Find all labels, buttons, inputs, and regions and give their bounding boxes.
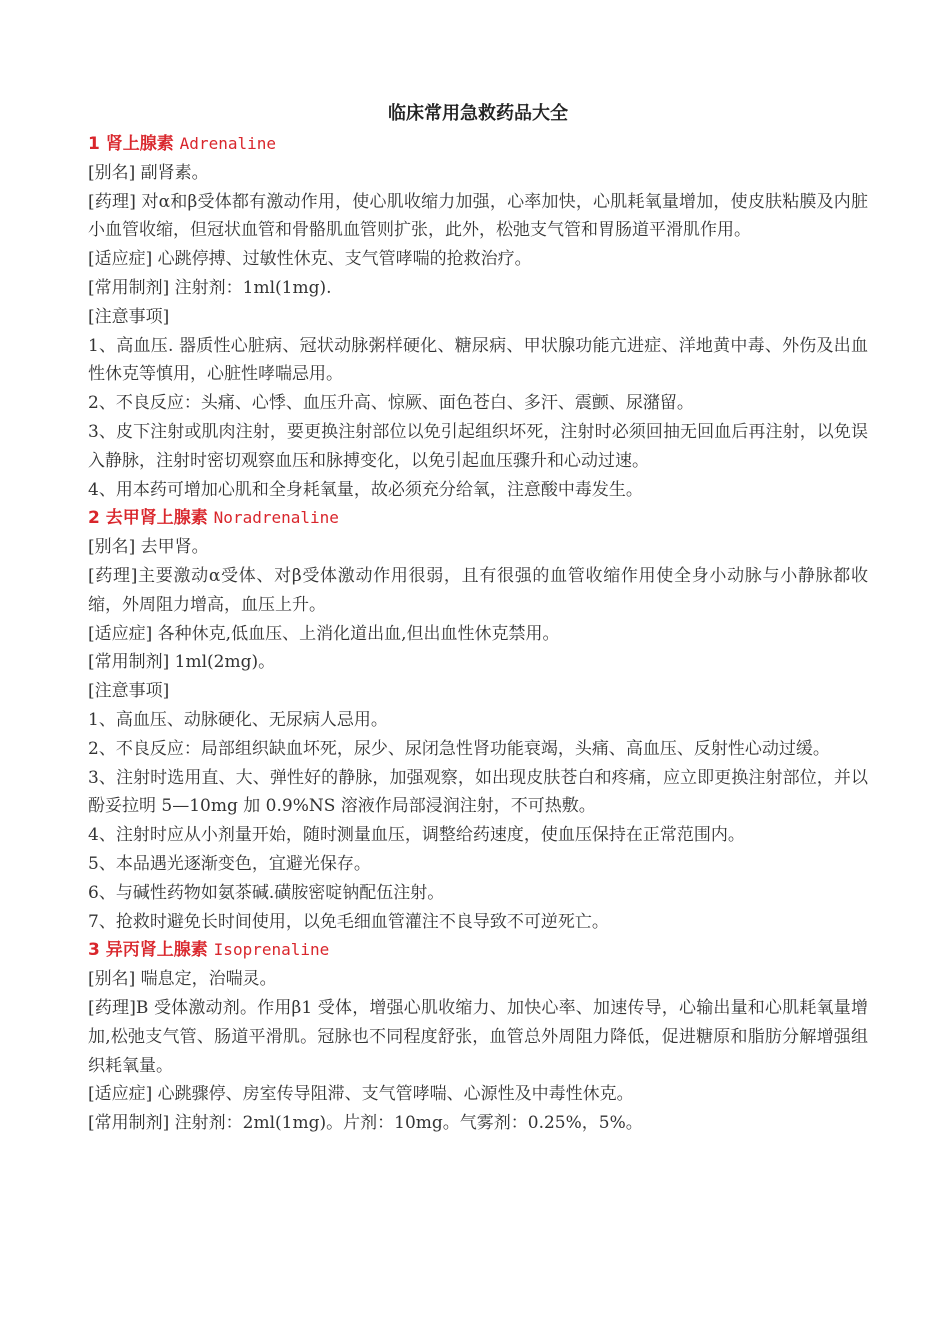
paragraph-pharmacology: [药理]B 受体激动剂。作用β1 受体，增强心肌收缩力、加快心率、加速传导，心输出量和心肌耗氧量增加,松弛支气管、肠道平滑肌。冠脉也不同程度舒张，血管总外周阻力降低，促进糖原和脂肪分解增强组织耗氧量。 bbox=[88, 997, 868, 1076]
drug-heading-en: Isoprenaline bbox=[213, 940, 330, 960]
paragraph-precaution-item: 1、高血压、动脉硬化、无尿病人忌用。 bbox=[88, 709, 388, 730]
drug-section-noradrenaline bbox=[88, 504, 868, 936]
drug-heading-en: Noradrenaline bbox=[213, 508, 339, 528]
paragraph-precautions-heading: [注意事项] bbox=[88, 306, 170, 327]
drug-heading-cn: 3 异丙肾上腺素 bbox=[88, 940, 208, 961]
paragraph-preparations: [常用制剂] 注射剂：2ml(1mg)。片剂：10mg。气雾剂：0.25%，5%。 bbox=[88, 1113, 643, 1134]
paragraph-precaution-item: 4、注射时应从小剂量开始，随时测量血压，调整给药速度，使血压保持在正常范围内。 bbox=[88, 825, 745, 846]
drug-heading bbox=[88, 130, 868, 159]
document-title: 临床常用急救药品大全 bbox=[388, 103, 568, 124]
drug-heading bbox=[88, 936, 868, 965]
drug-heading-cn: 1 肾上腺素 bbox=[88, 134, 174, 154]
paragraph-precaution-item: 1、高血压. 器质性心脏病、冠状动脉粥样硬化、糖尿病、甲状腺功能亢进症、洋地黄中毒、外伤及出血性休克等慎用，心脏性哮喘忌用。 bbox=[88, 335, 868, 385]
drug-heading bbox=[88, 504, 868, 533]
paragraph-indications: [适应症] 各种休克,低血压、上消化道出血,但出血性休克禁用。 bbox=[88, 623, 560, 644]
document-page bbox=[88, 98, 868, 1138]
paragraph-alias: [别名] 喘息定，治喘灵。 bbox=[88, 969, 277, 990]
paragraph-pharmacology: [药理]主要激动α受体、对β受体激动作用很弱，且有很强的血管收缩作用使全身小动脉与小静脉都收缩，外周阻力增高，血压上升。 bbox=[88, 565, 868, 615]
paragraph-preparations: [常用制剂] 1ml(2mg)。 bbox=[88, 652, 276, 673]
drug-heading-cn: 2 去甲肾上腺素 bbox=[88, 508, 208, 529]
paragraph-indications: [适应症] 心跳停搏、过敏性休克、支气管哮喘的抢救治疗。 bbox=[88, 249, 532, 270]
paragraph-precaution-item: 3、皮下注射或肌肉注射，要更换注射部位以免引起组织坏死，注射时必须回抽无回血后再注射，以免误入静脉，注射时密切观察血压和脉搏变化，以免引起血压骤升和心动过速。 bbox=[88, 421, 868, 471]
paragraph-precaution-item: 3、注射时选用直、大、弹性好的静脉，加强观察，如出现皮肤苍白和疼痛，应立即更换注射部位，并以酚妥拉明 5—10mg 加 0.9%NS 溶液作局部浸润注射，不可热敷。 bbox=[88, 767, 868, 817]
paragraph-precaution-item: 7、抢救时避免长时间使用，以免毛细血管灌注不良导致不可逆死亡。 bbox=[88, 911, 609, 932]
paragraph-precaution-item: 5、本品遇光逐渐变色，宜避光保存。 bbox=[88, 853, 371, 874]
paragraph-precaution-item: 2、不良反应：头痛、心悸、血压升高、惊厥、面色苍白、多汗、震颤、尿潴留。 bbox=[88, 393, 694, 414]
paragraph-alias: [别名] 副肾素。 bbox=[88, 162, 209, 183]
drug-section-adrenaline bbox=[88, 130, 868, 504]
paragraph-indications: [适应症] 心跳骤停、房室传导阻滞、支气管哮喘、心源性及中毒性休克。 bbox=[88, 1084, 634, 1105]
paragraph-pharmacology: [药理] 对α和β受体都有激动作用，使心肌收缩力加强，心率加快，心肌耗氧量增加，使皮肤粘膜及内脏小血管收缩，但冠状血管和骨骼肌血管则扩张，此外，松弛支气管和胃肠道平滑肌作用。 bbox=[88, 191, 868, 241]
paragraph-preparations: [常用制剂] 注射剂：1ml(1mg). bbox=[88, 277, 332, 298]
paragraph-precautions-heading: [注意事项] bbox=[88, 681, 170, 702]
drug-section-isoprenaline bbox=[88, 936, 868, 1138]
paragraph-precaution-item: 2、不良反应：局部组织缺血坏死，尿少、尿闭急性肾功能衰竭，头痛、高血压、反射性心动过缓。 bbox=[88, 738, 830, 759]
paragraph-precaution-item: 6、与碱性药物如氨茶碱.磺胺密啶钠配伍注射。 bbox=[88, 882, 445, 903]
drug-heading-en: Adrenaline bbox=[179, 134, 276, 153]
paragraph-precaution-item: 4、用本药可增加心肌和全身耗氧量，故必须充分给氧，注意酸中毒发生。 bbox=[88, 479, 643, 500]
paragraph-alias: [别名] 去甲肾。 bbox=[88, 537, 209, 558]
